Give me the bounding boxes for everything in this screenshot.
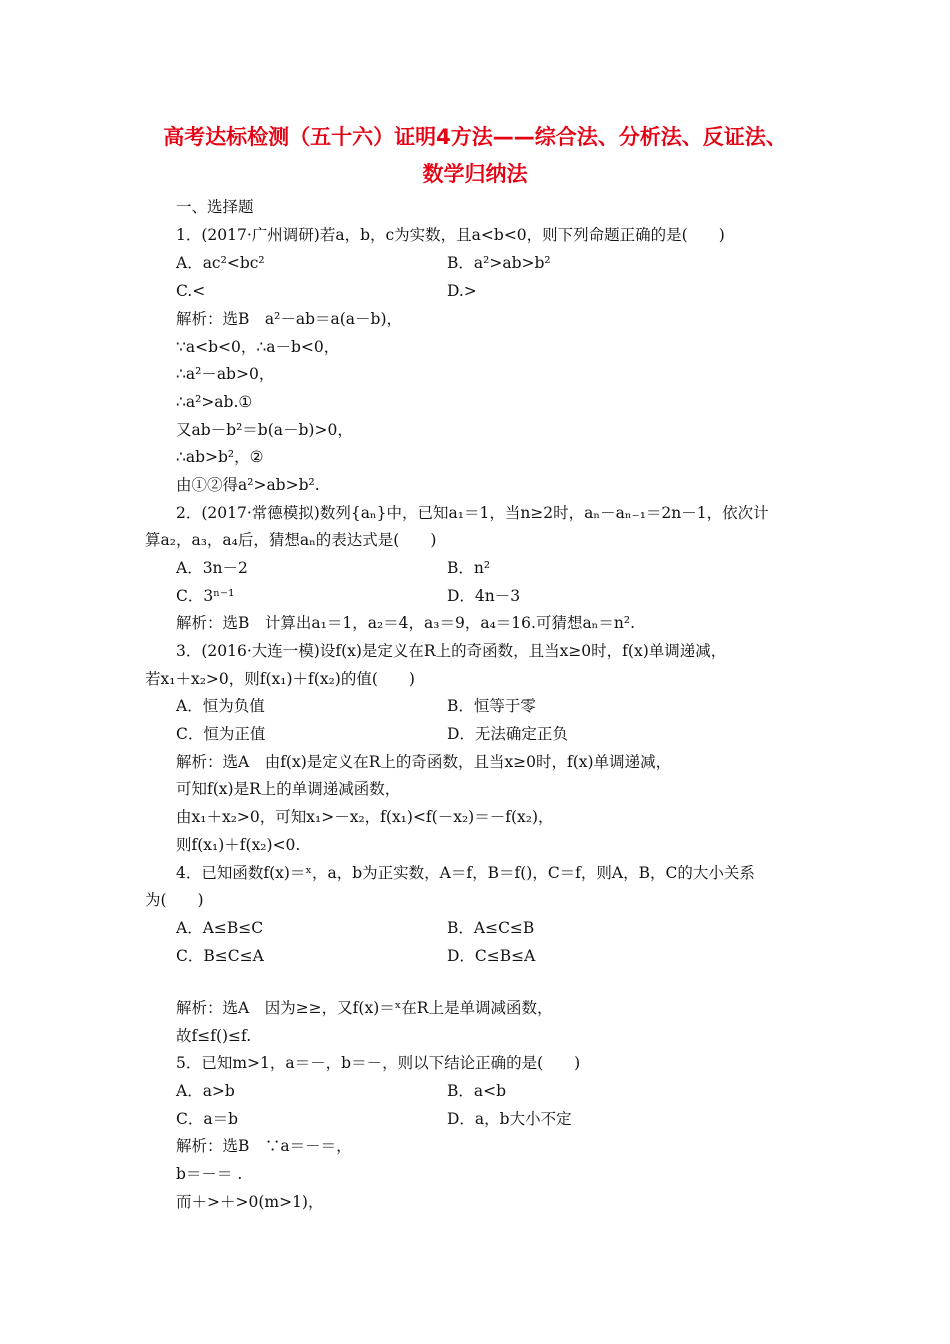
q2-option-d: D．4n－3 [447, 587, 521, 605]
q1-solution-line: ∴a²>ab.① [176, 393, 253, 411]
q5-option-c: C．a＝b [176, 1110, 239, 1128]
section-heading: 一、选择题 [176, 198, 254, 216]
q5-solution-line: 而＋>＋>0(m>1)， [176, 1193, 324, 1211]
q3-solution-line: 则f(x₁)＋f(x₂)<0. [176, 836, 301, 854]
q3-option-b: B．恒等于零 [447, 697, 536, 715]
q4-option-d: D．C≤B≤A [447, 947, 536, 965]
q3-option-c: C．恒为正值 [176, 725, 266, 743]
q1-solution-line: ∴a²－ab>0， [176, 365, 275, 383]
q3-solution-line: 由x₁＋x₂>0，可知x₁>－x₂，f(x₁)<f(－x₂)＝－f(x₂)， [176, 808, 554, 826]
q2-option-c: C．3ⁿ⁻¹ [176, 587, 235, 605]
q2-stem-line2: 算a₂，a₃，a₄后，猜想aₙ的表达式是( ) [145, 531, 437, 549]
q4-stem-line2: 为( ) [145, 891, 204, 909]
q4-solution-line: 故f≤f()≤f. [176, 1027, 252, 1045]
q4-option-c: C．B≤C≤A [176, 947, 264, 965]
q1-option-d: D.> [447, 282, 477, 300]
q2-stem-line1: 2．(2017·常德模拟)数列{aₙ}中，已知a₁＝1，当n≥2时，aₙ－aₙ₋₁＝2n－1，依次计 [176, 504, 769, 522]
q3-stem-line1: 3．(2016·大连一模)设f(x)是定义在R上的奇函数，且当x≥0时，f(x)单调递减， [176, 642, 727, 660]
q1-solution-line: ∵a<b<0，∴a－b<0， [176, 338, 340, 356]
q5-option-a: A．a>b [176, 1082, 235, 1100]
q2-option-a: A．3n－2 [176, 559, 248, 577]
q1-option-c: C.< [176, 282, 206, 300]
q2-solution: 解析：选B 计算出a₁＝1，a₂＝4，a₃＝9，a₄＝16.可猜想aₙ＝n². [176, 614, 636, 632]
q5-solution-line: b＝－＝ . [176, 1165, 243, 1183]
q4-option-b: B．A≤C≤B [447, 919, 535, 937]
q5-stem: 5．已知m>1，a＝－，b＝－，则以下结论正确的是( ) [176, 1054, 581, 1072]
doc-title-line2: 数学归纳法 [422, 162, 528, 186]
doc-title-line1: 高考达标检测（五十六）证明4方法——综合法、分析法、反证法、 [163, 125, 787, 149]
q3-stem-line2: 若x₁＋x₂>0，则f(x₁)＋f(x₂)的值( ) [145, 670, 415, 688]
q1-stem: 1．(2017·广州调研)若a，b，c为实数，且a<b<0，则下列命题正确的是( ) [176, 226, 725, 244]
q3-solution-line: 可知f(x)是R上的单调递减函数， [176, 780, 401, 798]
q4-option-a: A．A≤B≤C [176, 919, 264, 937]
q2-option-b: B．n² [447, 559, 491, 577]
q1-option-b: B．a²>ab>b² [447, 254, 551, 272]
q1-option-a: A．ac²<bc² [176, 254, 265, 272]
q1-solution-line: 由①②得a²>ab>b². [176, 476, 320, 494]
q5-option-d: D．a，b大小不定 [447, 1110, 572, 1128]
q3-option-a: A．恒为负值 [176, 697, 265, 715]
q1-solution-line: 解析：选B a²－ab＝a(a－b)， [176, 310, 403, 328]
q1-solution-line: ∴ab>b²，② [176, 448, 264, 466]
q5-solution-line: 解析：选B ∵a＝－＝， [176, 1137, 352, 1155]
q4-solution-line: 解析：选A 因为≥≥，又f(x)＝ˣ在R上是单调减函数， [176, 999, 553, 1017]
q3-option-d: D．无法确定正负 [447, 725, 568, 743]
q4-stem-line1: 4．已知函数f(x)＝ˣ，a，b为正实数，A＝f，B＝f()，C＝f，则A，B，C的大小关系 [176, 864, 755, 882]
q5-option-b: B．a<b [447, 1082, 507, 1100]
q1-solution-line: 又ab－b²＝b(a－b)>0， [176, 421, 353, 439]
q3-solution-line: 解析：选A 由f(x)是定义在R上的奇函数，且当x≥0时，f(x)单调递减， [176, 753, 672, 771]
